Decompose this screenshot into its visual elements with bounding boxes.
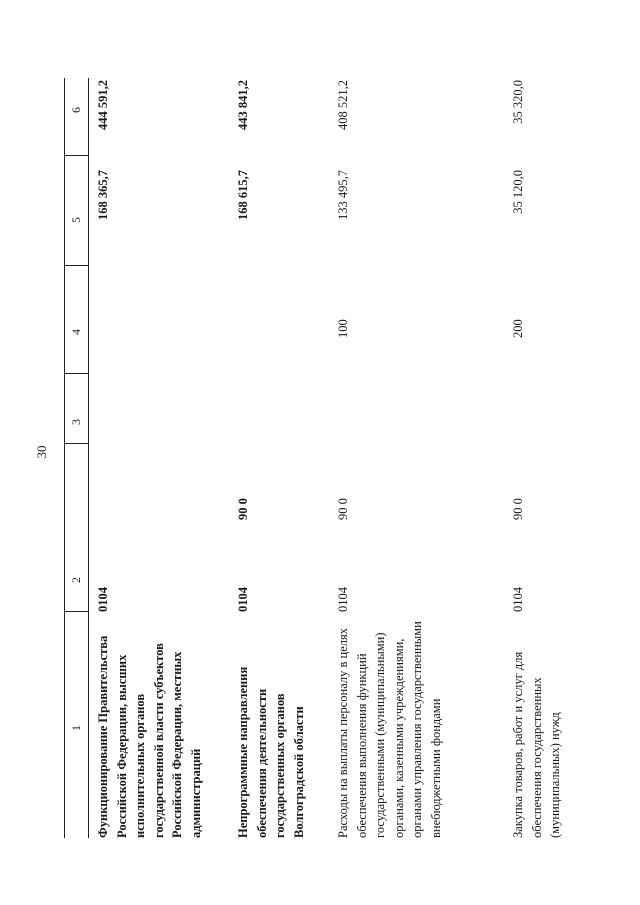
section-code: 0104 (236, 587, 250, 612)
header-divider (64, 265, 88, 266)
section-code: 0104 (96, 587, 110, 612)
header-divider (64, 373, 88, 374)
amount-col-5: 133 495,7 (336, 170, 350, 220)
header-divider (64, 443, 88, 444)
amount-col-6: 408 521,2 (336, 80, 350, 130)
table-top-border (64, 78, 65, 838)
row-name: Непрограммные направления обеспечения деятельности государственных органов Волгоградской области (236, 666, 306, 838)
amount-col-5: 35 120,0 (511, 170, 525, 214)
section-code: 0104 (511, 587, 525, 612)
amount-col-6: 35 320,0 (511, 80, 525, 124)
header-divider (64, 155, 88, 156)
target-article: 90 0 (336, 498, 350, 520)
header-bottom-border (88, 78, 89, 838)
column-number: 4 (69, 329, 83, 335)
column-number: 6 (69, 107, 83, 113)
expense-type: 100 (336, 319, 350, 338)
column-number: 2 (69, 577, 83, 583)
amount-col-6: 444 591,2 (96, 80, 110, 130)
section-code: 0104 (336, 587, 350, 612)
budget-table (64, 78, 596, 838)
row-name: Расходы на выплаты персоналу в целях обеспечения выполнения функций государственными (муниципальными) органами, казенными учреждениями, органами управления государственными внебюджетными фондами (336, 621, 443, 838)
column-number: 1 (69, 725, 83, 731)
page-number: 30 (34, 445, 49, 459)
expense-type: 200 (511, 319, 525, 338)
target-article: 90 0 (236, 498, 250, 520)
target-article: 90 0 (511, 498, 525, 520)
column-number: 3 (69, 419, 83, 425)
header-divider (64, 611, 88, 612)
amount-col-5: 168 365,7 (96, 170, 110, 220)
column-number: 5 (69, 217, 83, 223)
row-name: Закупка товаров, работ и услуг для обеспечения государственных (муниципальных) нужд (511, 651, 562, 838)
amount-col-6: 443 841,2 (236, 80, 250, 130)
amount-col-5: 168 615,7 (236, 170, 250, 220)
row-name: Функционирование Правительства Российской Федерации, высших исполнительных органов государственной власти субъектов Российской Федерации, местных администраций (96, 635, 203, 838)
